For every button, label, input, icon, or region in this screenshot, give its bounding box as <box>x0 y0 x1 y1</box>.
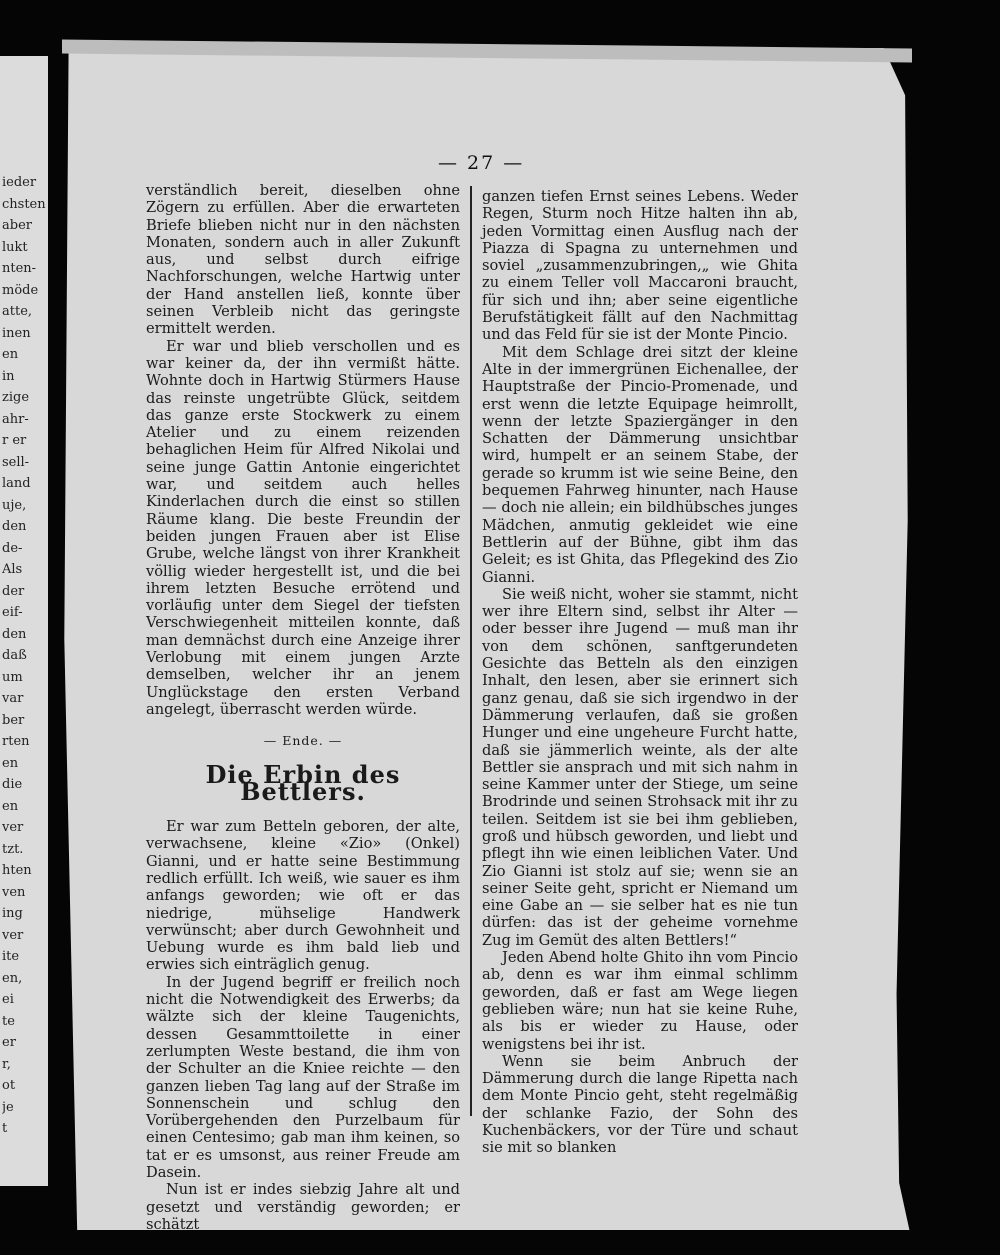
paragraph: Jeden Abend holte Ghito ihn vom Pincio ab, denn es war ihm einmal schlimm geworden, daß er fast am Wege liegen geblieben wäre; nun hat sie keine Ruhe, als bis er wieder zu Hause, oder wenigstens bei ihr ist. <box>482 949 798 1053</box>
margin-fragment: ei <box>2 993 14 1007</box>
margin-fragment: ven <box>2 885 26 900</box>
paragraph: Nun ist er indes siebzig Jahre alt und gesetzt und verständig geworden; er schätzt <box>146 1181 460 1233</box>
margin-fragment: lukt <box>2 240 28 255</box>
margin-fragment: inen <box>2 326 31 341</box>
margin-fragment: ing <box>2 907 23 921</box>
column-divider <box>470 186 472 1116</box>
margin-fragment: ver <box>2 928 24 943</box>
margin-fragment: die <box>2 778 23 792</box>
paragraph: In der Jugend begriff er freilich noch nicht die Notwendigkeit des Erwerbs; da wälzte sich der kleine Taugenichts, dessen Gesammttoilette in einer zerlumpten Weste bestand, die ihm von der Schulter an die Kniee reichte — den ganzen lieben Tag lang auf der Straße im Sonnenschein und schlug den Vorübergehenden den Purzelbaum für einen Centesimo; gab man ihm keinen, so tat er es umsonst, aus reiner Freude am Dasein. <box>146 973 460 1182</box>
paragraph: Er war zum Betteln geboren, der alte, verwachsene, kleine «Zio» (Onkel) Gianni, und er hatte seine Bestimmung redlich erfüllt. Ich weiß, wie sauer es ihm anfangs geworden; wie oft er das niedrige, mühselige Handwerk verwünscht; aber durch Gewohnheit und Uebung wurde es ihm bald lieb und erwies sich einträglich genug. <box>146 818 460 974</box>
right-column <box>482 188 798 1157</box>
margin-fragment: daß <box>2 649 27 663</box>
margin-fragment: en, <box>2 971 23 986</box>
margin-fragment: um <box>2 670 23 685</box>
margin-fragment: te <box>2 1014 15 1029</box>
margin-fragment: land <box>2 477 31 491</box>
margin-fragment: nten- <box>2 262 37 276</box>
margin-fragment: Als <box>2 563 23 577</box>
end-marker: — Ende. — <box>263 733 343 749</box>
paragraph: ganzen tiefen Ernst seines Lebens. Weder Regen, Sturm noch Hitze halten ihn ab, jeden Vormittag einen Ausflug nach der Piazza di Spagna zu unternehmen und soviel „zusammenzubringen,„ wie Ghita zu einem Teller voll Maccaroni braucht, für sich und ihn; aber seine eigentliche Berufstätigkeit fällt auf den Nachmittag und das Feld für sie ist der Monte Pincio. <box>482 188 798 344</box>
margin-fragment: zige <box>2 391 30 405</box>
margin-fragment: je <box>2 1100 14 1115</box>
margin-fragment: uje, <box>2 498 27 513</box>
left-column <box>146 182 460 1233</box>
margin-fragment: ot <box>2 1079 16 1093</box>
margin-fragment: tzt. <box>2 842 24 857</box>
paragraph: Sie weiß nicht, woher sie stammt, nicht wer ihre Eltern sind, selbst ihr Alter — oder besser ihre Jugend — muß man ihr von dem schönen, sanftgerundeten Gesichte das Betteln als den einzigen Inhalt, den lesen, aber sie erinnert sich ganz genau, daß sie sich irgendwo in der Dämmerung verlaufen, daß sie großen Hunger und eine ungeheure Furcht hatte, daß sie jämmerlich weinte, als der alte Bettler sie ansprach und mit sich nahm in seine Kammer unter der Stiege, um seine Brodrinde und seinen Strohsack mit ihr zu teilen. Seitdem ist sie bei ihm geblieben, groß und hübsch geworden, und liebt und pflegt ihn wie einen leiblichen Vater. Und Zio Gianni ist stolz auf sie; wenn sie an seiner Seite geht, spricht er Niemand um eine Gabe an — sie selber hat es nie tun dürfen: das ist der geheime vornehme Zug im Gemüt des alten Bettlers!“ <box>482 585 798 949</box>
margin-fragment: aber <box>2 219 32 233</box>
margin-fragment: möde <box>2 283 39 298</box>
margin-fragment: en <box>2 348 19 362</box>
margin-fragment: eif- <box>2 606 23 620</box>
page-number: — 27 — <box>438 152 525 174</box>
margin-fragment: var <box>2 692 24 706</box>
margin-fragment: den <box>2 520 27 534</box>
margin-fragment: en <box>2 799 19 814</box>
paragraph: Wenn sie beim Anbruch der Dämmerung durch die lange Ripetta nach dem Monte Pincio geht, steht regelmäßig der schlanke Fazio, der Sohn des Kuchenbäckers, vor der Türe und schaut sie mit so blanken <box>482 1052 798 1157</box>
paragraph: verständlich bereit, dieselben ohne Zögern zu erfüllen. Aber die erwarteten Briefe blieben nicht nur in den nächsten Monaten, sondern auch in aller Zukunft aus, und selbst durch eifrige Nachforschungen, welche Hartwig unter der Hand anstellen ließ, konnte über seinen Verbleib nicht das geringste ermittelt werden. <box>146 182 460 338</box>
margin-fragment: sell- <box>2 455 30 470</box>
margin-fragment: ite <box>2 950 20 964</box>
margin-fragment: er <box>2 1036 16 1050</box>
margin-fragment: de- <box>2 541 23 556</box>
margin-fragment: en <box>2 756 19 771</box>
margin-fragment: ieder <box>2 176 37 190</box>
margin-fragment: der <box>2 584 25 599</box>
margin-fragment: r er <box>2 434 27 448</box>
paragraph: Er war und blieb verschollen und es war keiner da, der ihn vermißt hätte. Wohnte doch in Hartwig Stürmers Hause das reinste ungetrübte Glück, seitdem das ganze erste Stockwerk zu einem Atelier und zu einem reizenden behaglichen Heim für Alfred Nikolai und seine junge Gattin Antonie eingerichtet war, und seitdem auch helles Kinderlachen durch die einst so stillen Räume klang. Die beste Freundin der beiden jungen Frauen aber ist Elise Grube, welche längst von ihrer Krankheit völlig wieder hergestellt ist, und die bei ihrem letzten Besuche errötend und vorläufig unter dem Siegel der tiefsten Verschwiegenheit mitteilen konnte, daß man demnächst durch eine Anzeige ihrer Verlobung mit einem jungen Arzte demselben, welcher ihr an jenem Unglückstage den ersten Verband angelegt, überrascht werden würde. <box>146 337 460 718</box>
paragraph: Mit dem Schlage drei sitzt der kleine Alte in der immergrünen Eichenallee, der Hauptstraße der Pincio-Promenade, und erst wenn die letzte Equipage heimrollt, wenn der letzte Spaziergänger in den Schatten der Dämmerung unsichtbar wird, humpelt er an seinem Stabe, der gerade so krumm ist wie seine Beine, den bequemen Fahrweg hinunter, nach Hause — doch nie allein; ein bildhübsches junges Mädchen, anmutig gekleidet wie eine Bettlerin auf der Bühne, gibt ihm das Geleit; es ist Ghita, das Pflegekind des Zio Gianni. <box>482 343 798 586</box>
story-title: Die Erbin des Bettlers. <box>205 759 401 806</box>
margin-fragment: ber <box>2 713 25 728</box>
margin-fragment: chsten <box>2 197 46 212</box>
previous-page-edge <box>0 56 48 1186</box>
margin-fragment: den <box>2 627 27 642</box>
margin-fragment: atte, <box>2 305 33 319</box>
margin-fragment: t <box>2 1122 8 1136</box>
margin-fragment: r, <box>2 1057 11 1072</box>
margin-fragment: ahr- <box>2 412 29 427</box>
margin-fragment: ver <box>2 821 24 835</box>
margin-fragment: hten <box>2 864 32 878</box>
margin-fragment: in <box>2 369 15 384</box>
margin-fragment: rten <box>2 735 30 749</box>
